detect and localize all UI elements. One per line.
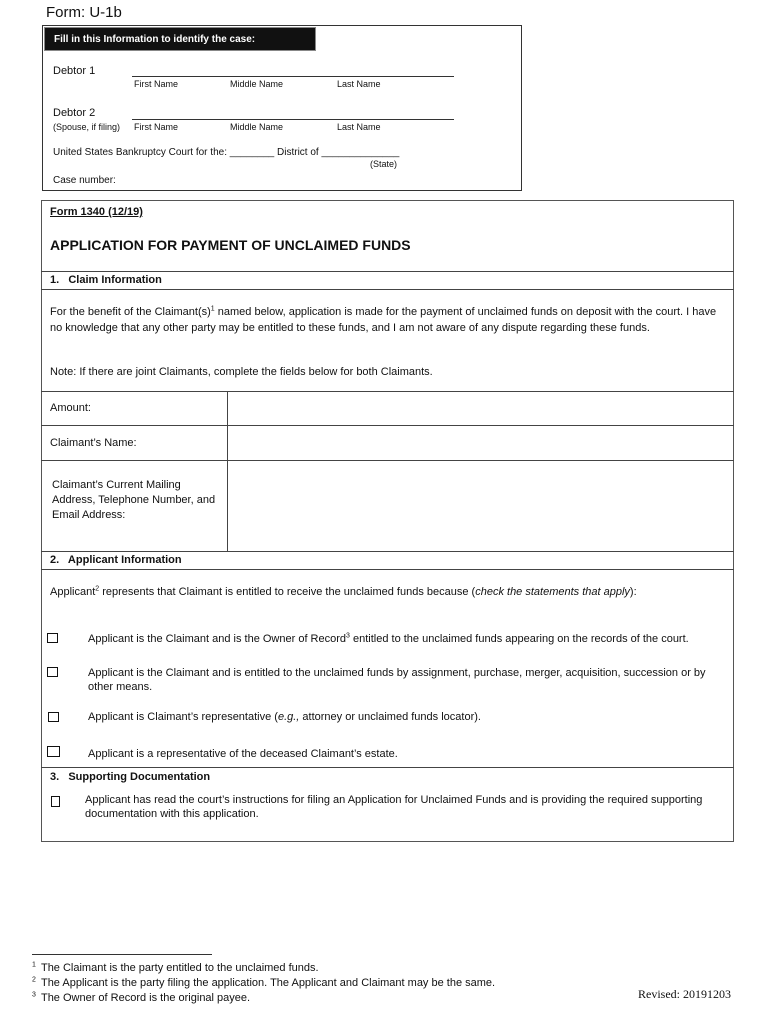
representative-option: Applicant is Claimant’s representative (e.g., attorney or unclaimed funds locator). (88, 711, 481, 723)
claimant-name-label: Claimant’s Name: (50, 437, 137, 449)
joint-claimants-note: Note: If there are joint Claimants, complete the fields below for both Claimants. (50, 366, 433, 378)
debtor2-middle-name-label: Middle Name (230, 122, 284, 132)
form-number: Form 1340 (12/19) (50, 206, 143, 218)
section2-intro: Applicant$^2$ represents that Claimant is entitled to receive the unclaimed funds because (check the statements that apply): (50, 585, 637, 598)
section2-heading: 2. Applicant Information (50, 554, 182, 566)
claimant-address-field[interactable] (229, 462, 732, 550)
claimant-address-label: Claimant’s Current Mailing Address, Telephone Number, and Email Address: (52, 479, 216, 521)
case-number-label: Case number: (53, 175, 116, 186)
footnote-1: $^1$ The Claimant is the party entitled to the unclaimed funds. (32, 961, 319, 974)
case-info-box (42, 25, 522, 191)
section1-paragraph: For the benefit of the $Claimant(s)^1$ named below, application is made for the payment of unclaimed funds on deposit with the court. I have no knowledge that any other party may be entitled to these funds, and I am not aware of any dispute regarding these funds. (50, 305, 717, 334)
state-label: (State) (370, 159, 398, 169)
section3-heading: 3. Supporting Documentation (50, 771, 211, 783)
debtor1-first-name-label: First Name (134, 79, 179, 89)
supporting-docs-checkbox[interactable] (51, 796, 60, 807)
section1-heading: 1. Claim Information (50, 274, 162, 286)
debtor1-label: Debtor 1 (53, 65, 96, 77)
representative-checkbox[interactable] (48, 712, 59, 722)
supporting-docs-option: Applicant has read the court’s instructions for filing an Application for Unclaimed Funds and is providing the required supporting documentation with this application. (85, 794, 703, 820)
assignment-option: Applicant is the Claimant and is entitled to the unclaimed funds by assignment, purchase, merger, acquisition, succession or by other means. (88, 667, 706, 693)
claimant-name-field[interactable] (229, 427, 732, 459)
debtor1-last-name-label: Last Name (337, 79, 381, 89)
owner-of-record-option: Applicant is the Claimant and is the Owner of Record$^3$ entitled to the unclaimed funds appearing on the records of the court. (88, 632, 689, 645)
amount-label: Amount: (50, 402, 91, 414)
revised-date: Revised: 20191203 (638, 987, 731, 1001)
estate-representative-option: Applicant is a representative of the deceased Claimant’s estate. (88, 748, 398, 760)
debtor1-name-field[interactable] (132, 76, 454, 77)
amount-field[interactable] (229, 393, 732, 424)
debtor2-last-name-label: Last Name (337, 122, 381, 132)
debtor2-label: Debtor 2 (53, 107, 96, 119)
footnote-3: $^3$ The Owner of Record is the original payee. (32, 991, 251, 1004)
spouse-label: (Spouse, if filing) (53, 122, 121, 132)
footnote-2: $^2$ The Applicant is the party filing the application. The Applicant and Claimant may be the same. (32, 976, 496, 989)
case-info-header: Fill in this Information to identify the case: (44, 27, 316, 51)
form-label: Form: U-1b (46, 4, 122, 21)
owner-of-record-checkbox[interactable] (47, 633, 58, 643)
court-district-line[interactable]: United States Bankruptcy Court for the: ________ District of ______________ (53, 147, 400, 158)
debtor1-middle-name-label: Middle Name (230, 79, 284, 89)
estate-representative-checkbox[interactable] (47, 746, 60, 757)
assignment-checkbox[interactable] (47, 667, 58, 677)
page-title: APPLICATION FOR PAYMENT OF UNCLAIMED FUNDS (50, 237, 411, 253)
debtor2-name-field[interactable] (132, 119, 454, 120)
footnote-divider (32, 954, 212, 955)
debtor2-first-name-label: First Name (134, 122, 179, 132)
